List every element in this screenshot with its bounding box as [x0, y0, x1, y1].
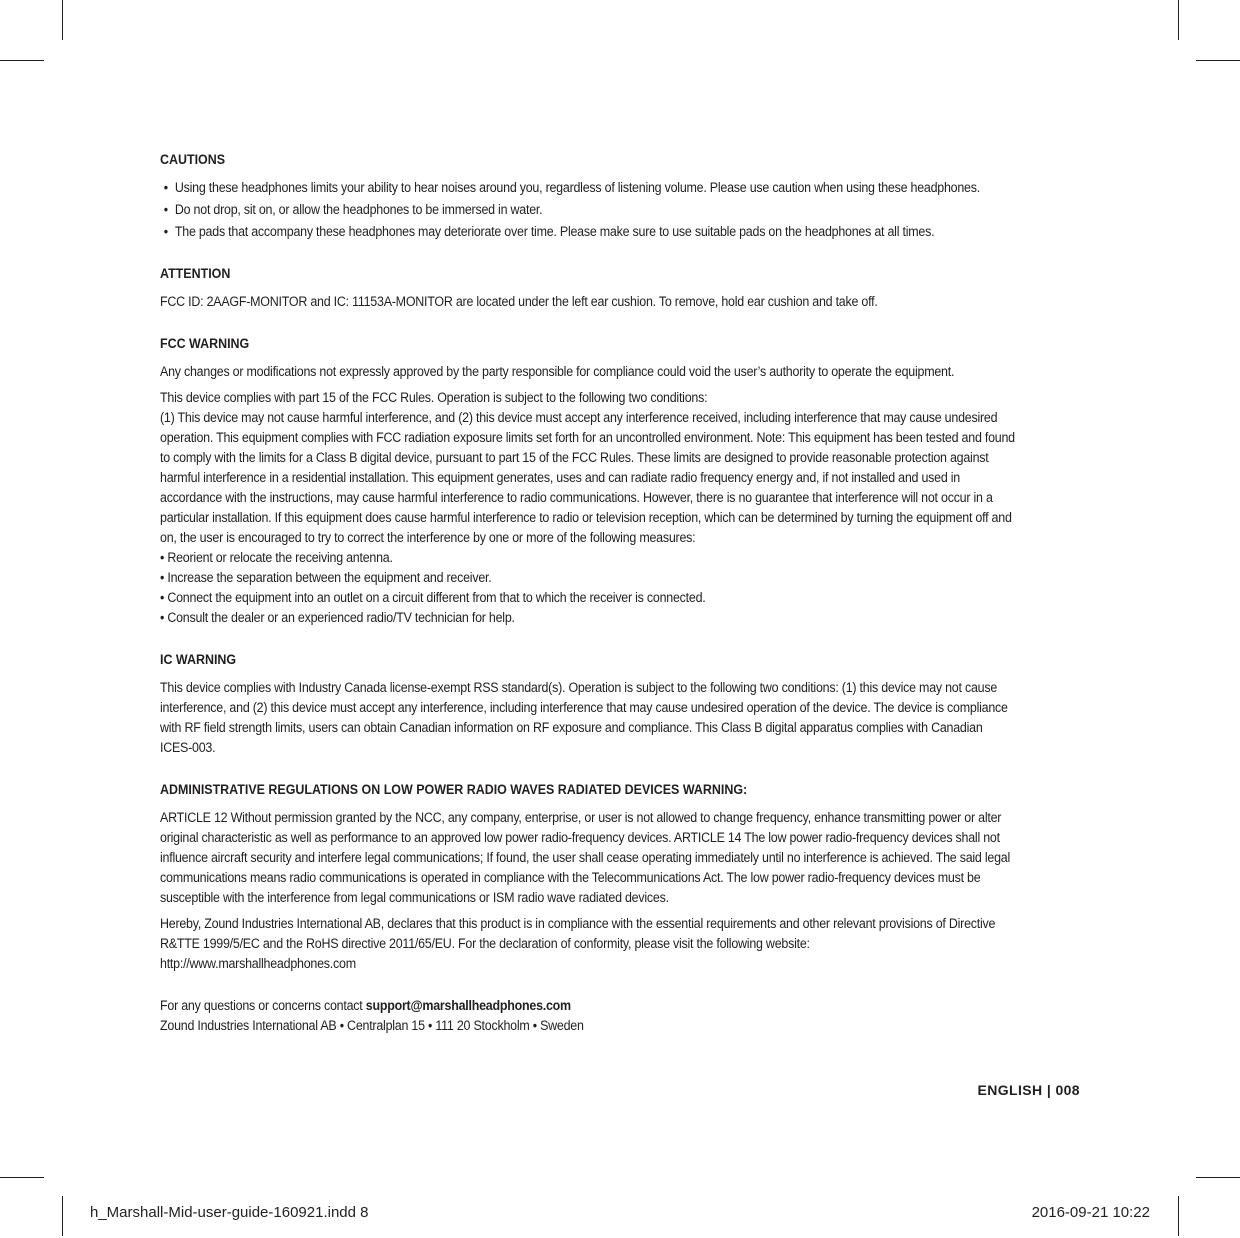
admin-paragraph: Hereby, Zound Industries International AB, declares that this product is in compliance with the essential requirements and other relevant provisions of Directive R&TTE 1999/5/EC and the RoHS directive 2011/65/EU. For the declaration of conformity, please visit the following website: — [160, 916, 996, 951]
support-email-link[interactable]: support@marshallheadphones.com — [365, 998, 571, 1013]
crop-mark — [1178, 0, 1179, 40]
crop-mark — [62, 1196, 63, 1236]
fcc-paragraph: This device complies with part 15 of the FCC Rules. Operation is subject to the following two conditions: — [160, 390, 708, 405]
crop-mark — [62, 0, 63, 40]
list-item: • Using these headphones limits your ability to hear noises around you, regardless of listening volume. Please use caution when using these headphones. — [160, 178, 1016, 198]
list-item: • The pads that accompany these headphones may deteriorate over time. Please make sure to use suitable pads on the headphones at all times. — [160, 222, 1016, 242]
list-item: • Connect the equipment into an outlet on a circuit different from that to which the receiver is connected. — [160, 590, 706, 605]
document-body — [160, 150, 1016, 1036]
fcc-warning-section — [160, 334, 1016, 628]
cautions-list — [160, 178, 1016, 242]
admin-heading: ADMINISTRATIVE REGULATIONS ON LOW POWER RADIO WAVES RADIATED DEVICES WARNING: — [160, 782, 748, 797]
attention-heading: ATTENTION — [160, 266, 231, 281]
contact-section — [160, 996, 1016, 1036]
crop-mark — [0, 1177, 44, 1178]
crop-mark — [1178, 1196, 1179, 1236]
page-number: ENGLISH | 008 — [977, 1082, 1080, 1098]
ic-warning-text: This device complies with Industry Canada license-exempt RSS standard(s). Operation is subject to the following two conditions: (1) this device may not cause interference, and (2) this device must accept any interference, including interference that may cause undesired operation of the device. The device is compliance with RF field strength limits, users can obtain Canadian information on RF exposure and compliance. This Class B digital apparatus complies with Canadian ICES-003. — [160, 680, 1008, 755]
ic-warning-heading: IC WARNING — [160, 652, 237, 667]
attention-text: FCC ID: 2AAGF-MONITOR and IC: 11153A-MONITOR are located under the left ear cushion. To remove, hold ear cushion and take off. — [160, 294, 878, 309]
fcc-paragraph: Any changes or modifications not expressly approved by the party responsible for compliance could void the user’s authority to operate the equipment. — [160, 364, 955, 379]
list-item: • Increase the separation between the equipment and receiver. — [160, 570, 492, 585]
ic-warning-section — [160, 650, 1016, 758]
admin-section — [160, 780, 1016, 974]
file-slug: h_Marshall-Mid-user-guide-160921.indd 8 — [90, 1204, 369, 1221]
list-item: • Do not drop, sit on, or allow the headphones to be immersed in water. — [160, 200, 1016, 220]
attention-section — [160, 264, 1016, 312]
cautions-section — [160, 150, 1016, 242]
contact-line — [160, 996, 1016, 1016]
website-link[interactable]: http://www.marshallheadphones.com — [160, 956, 356, 971]
date-slug: 2016-09-21 10:22 — [1031, 1204, 1150, 1221]
crop-mark — [1196, 60, 1240, 61]
fcc-paragraph: (1) This device may not cause harmful interference, and (2) this device must accept any interference received, including interference that may cause undesired operation. This equipment complies with FCC radiation exposure limits set forth for an uncontrolled environment. Note: This equipment has been tested and found to comply with the limits for a Class B digital device, pursuant to part 15 of the FCC Rules. These limits are designed to provide reasonable protection against harmful interference in a residential installation. This equipment generates, uses and can radiate radio frequency energy and, if not installed and used in accordance with the instructions, may cause harmful interference to radio communications. However, there is no guarantee that interference will not occur in a particular installation. If this equipment does cause harmful interference to radio or television reception, which can be determined by turning the equipment off and on, the user is encouraged to try to correct the interference by one or more of the following measures: — [160, 410, 1015, 545]
company-address: Zound Industries International AB • Centralplan 15 • 111 20 Stockholm • Sweden — [160, 1018, 584, 1033]
crop-mark — [1196, 1177, 1240, 1178]
cautions-heading: CAUTIONS — [160, 152, 226, 167]
admin-paragraph: ARTICLE 12 Without permission granted by the NCC, any company, enterprise, or user is not allowed to change frequency, enhance transmitting power or alter original characteristic as well as performance to an approved low power radio-frequency devices. ARTICLE 14 The low power radio-frequency devices shall not influence aircraft security and interfere legal communications; If found, the user shall cease operating immediately until no interference is achieved. The said legal communications means radio communications is operated in compliance with the Telecommunications Act. The low power radio-frequency devices must be susceptible with the interference from legal communications or ISM radio wave radiated devices. — [160, 810, 1011, 905]
fcc-warning-heading: FCC WARNING — [160, 336, 250, 351]
contact-prefix: For any questions or concerns contact — [160, 998, 366, 1013]
list-item: • Consult the dealer or an experienced radio/TV technician for help. — [160, 610, 515, 625]
fcc-measures-list — [160, 548, 1016, 628]
list-item: • Reorient or relocate the receiving antenna. — [160, 550, 393, 565]
crop-mark — [0, 60, 44, 61]
